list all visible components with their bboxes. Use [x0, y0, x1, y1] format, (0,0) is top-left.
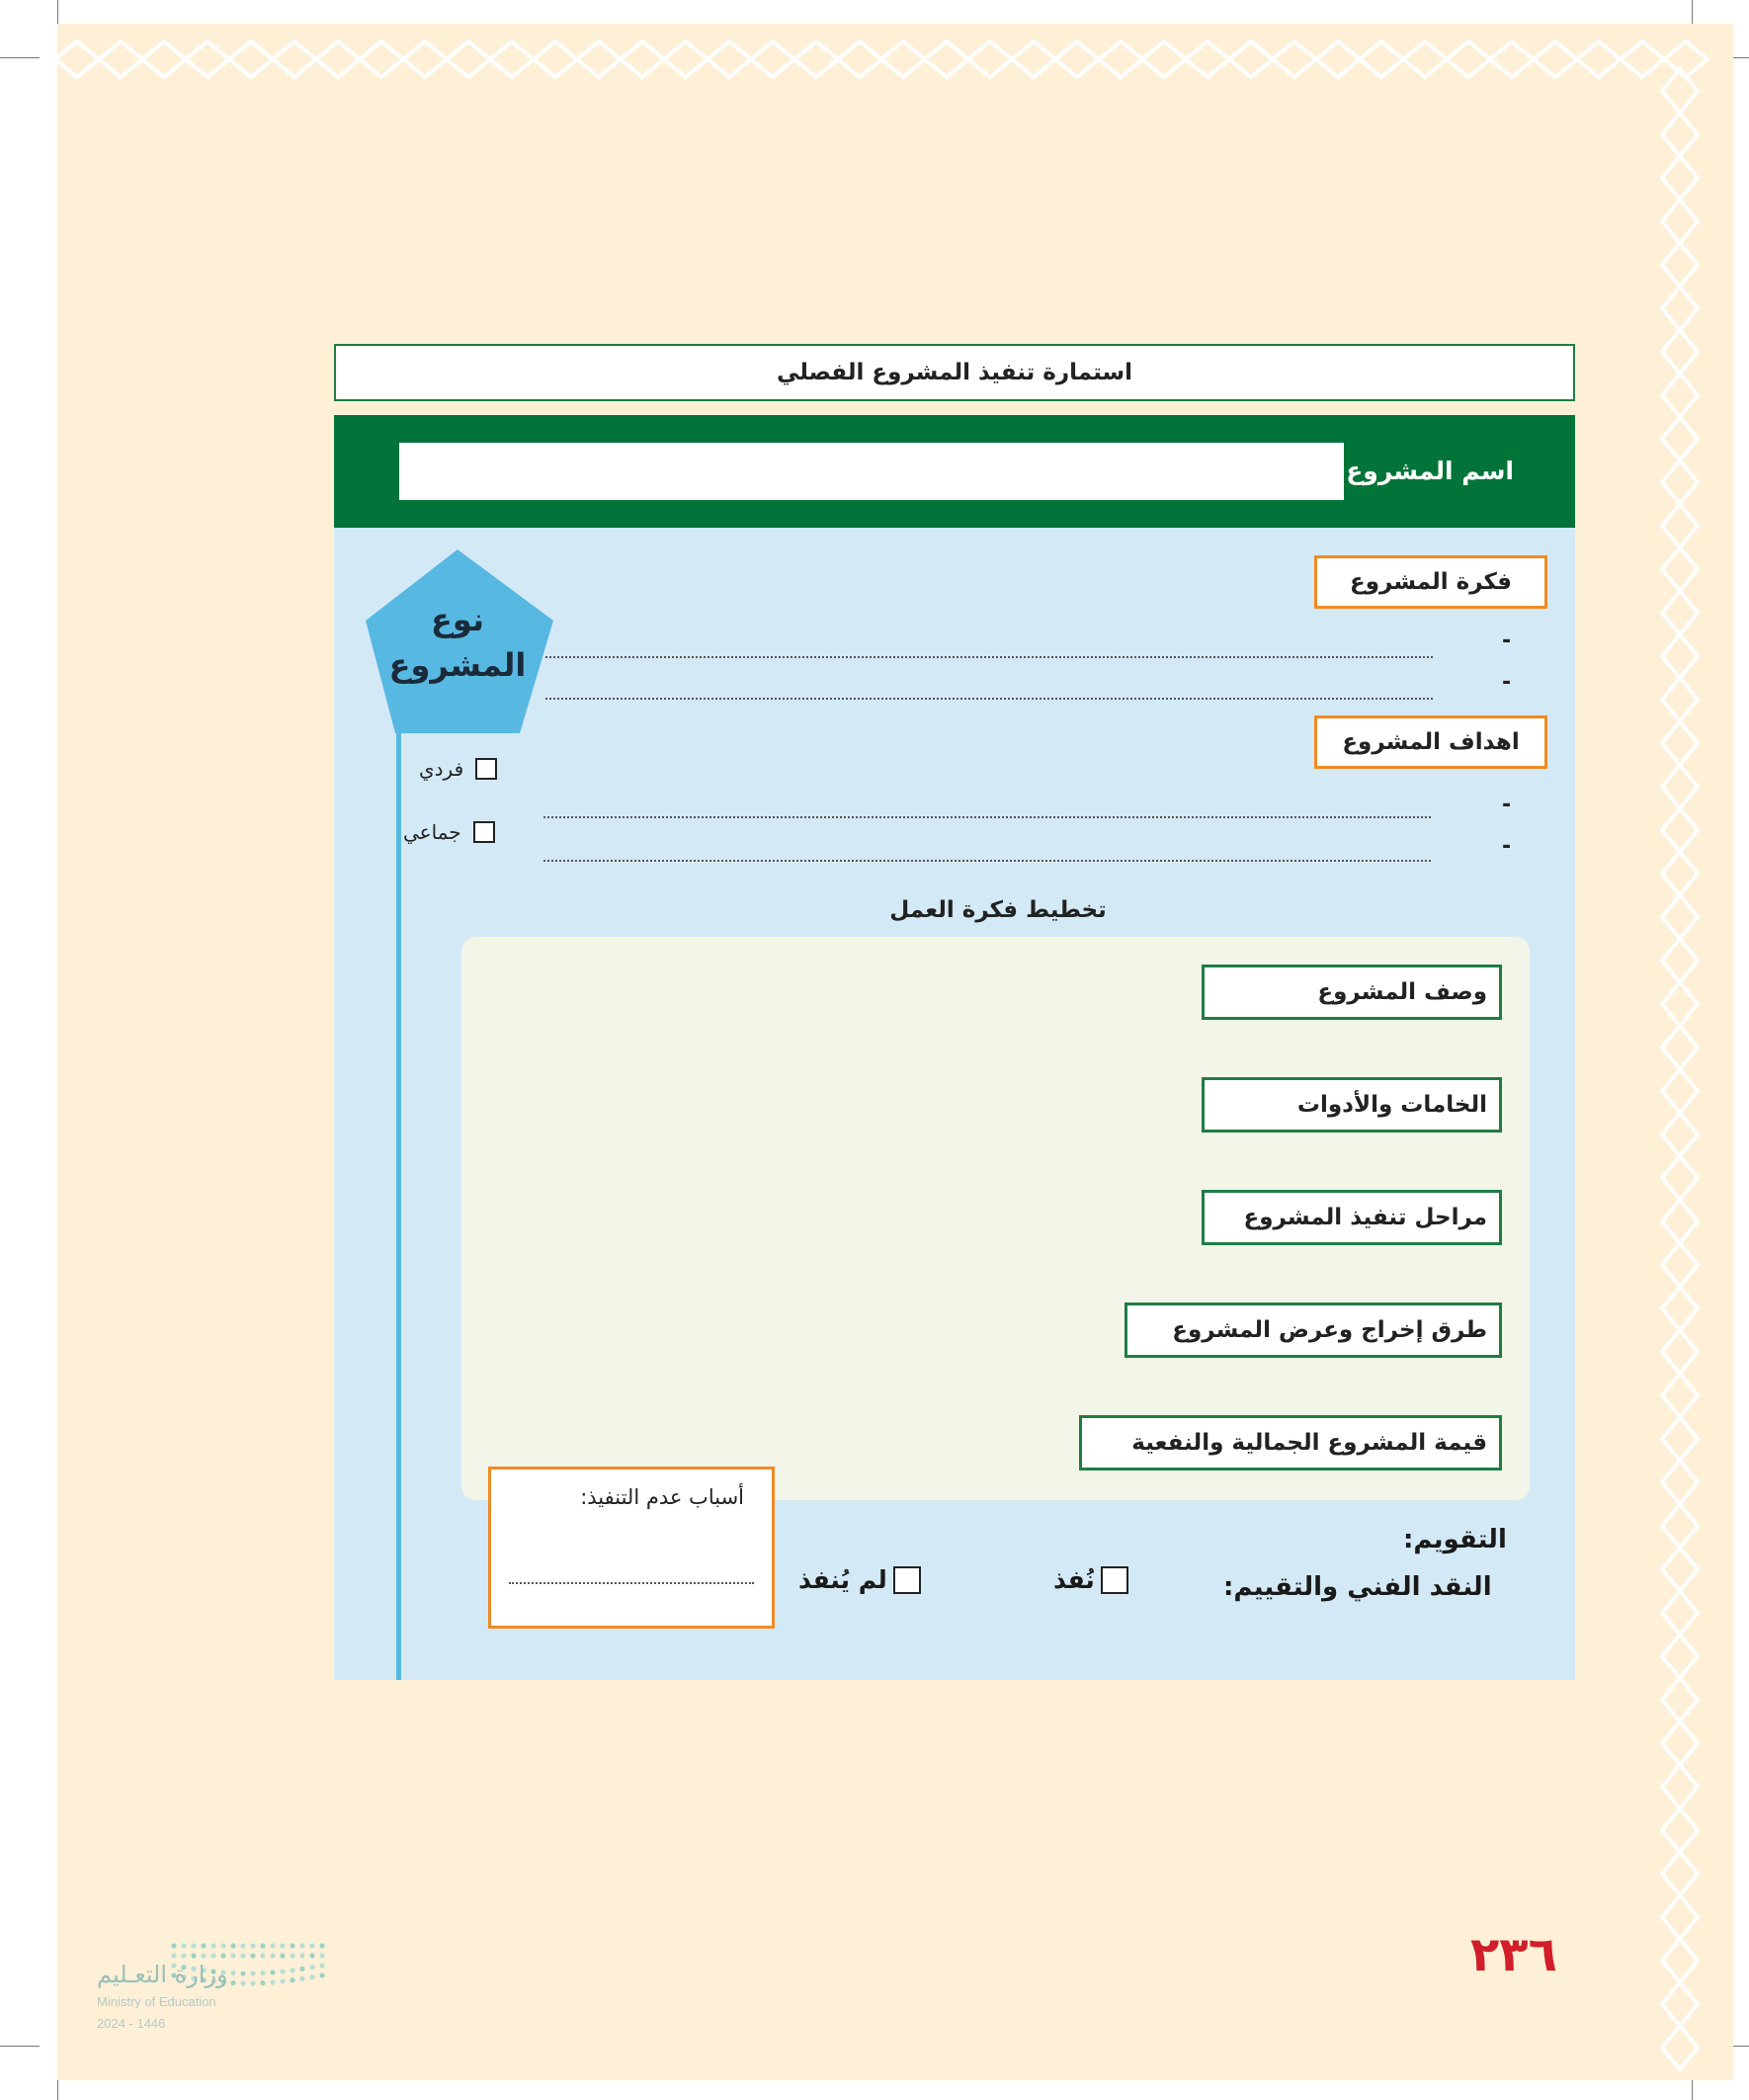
- border-diamond: [1662, 287, 1698, 330]
- border-diamond: [1662, 1722, 1698, 1765]
- border-diamond: [1662, 1939, 1698, 1982]
- bullet-dash: -: [1502, 793, 1512, 817]
- border-diamond: [1662, 765, 1698, 808]
- border-diamond: [838, 42, 881, 77]
- planning-item[interactable]: قيمة المشروع الجمالية والنفعية: [1079, 1415, 1502, 1470]
- border-diamond: [925, 42, 968, 77]
- border-diamond: [1662, 1374, 1698, 1417]
- project-name-input[interactable]: [399, 443, 1344, 500]
- logo-dot: [280, 1969, 285, 1974]
- logo-dot: [260, 1943, 265, 1948]
- logo-dot: [171, 1953, 176, 1958]
- border-diamond: [1662, 1200, 1698, 1243]
- ministry-name-en: Ministry of Education: [97, 1994, 216, 2009]
- border-diamond: [316, 42, 360, 77]
- reasons-line[interactable]: [509, 1582, 754, 1584]
- logo-dot: [240, 1971, 245, 1975]
- logo-dot: [240, 1943, 245, 1948]
- border-diamond: [1662, 982, 1698, 1026]
- vertical-divider: [396, 692, 401, 1680]
- executed-checkbox[interactable]: [1101, 1566, 1128, 1594]
- bullet-dash: -: [1502, 834, 1512, 859]
- logo-dot: [290, 1968, 294, 1973]
- border-diamond: [360, 42, 403, 77]
- not-executed-checkbox[interactable]: [893, 1566, 921, 1594]
- border-diamond: [1662, 634, 1698, 678]
- border-diamond: [1662, 1591, 1698, 1635]
- logo-dot: [230, 1971, 235, 1975]
- logo-dot: [290, 1953, 294, 1958]
- not-executed-option[interactable]: [798, 1565, 921, 1594]
- project-type-title: [377, 597, 538, 688]
- individual-label: فردي: [419, 757, 464, 781]
- border-diamond: [142, 42, 186, 77]
- border-diamond: [1662, 1243, 1698, 1287]
- border-diamond: [1662, 1504, 1698, 1548]
- border-diamond: [1662, 156, 1698, 200]
- logo-dot: [290, 1943, 294, 1948]
- border-diamond: [1662, 374, 1698, 417]
- logo-dot: [201, 1943, 206, 1948]
- project-type-title-line1: نوع: [431, 601, 484, 638]
- border-diamond: [708, 42, 751, 77]
- border-diamond: [1662, 1982, 1698, 2026]
- border-diamond: [1662, 591, 1698, 634]
- planning-item[interactable]: طرق إخراج وعرض المشروع: [1124, 1302, 1502, 1358]
- border-diamond: [1662, 69, 1698, 113]
- project-name-label: اسم المشروع: [1346, 457, 1514, 485]
- logo-dot: [309, 1953, 314, 1958]
- form-title: استمارة تنفيذ المشروع الفصلي: [334, 344, 1575, 401]
- border-diamond: [1662, 678, 1698, 721]
- border-diamond: [794, 42, 838, 77]
- logo-dot: [319, 1973, 324, 1977]
- border-diamond: [1273, 42, 1316, 77]
- border-diamond: [1360, 42, 1403, 77]
- logo-dot: [280, 1943, 285, 1948]
- border-diamond: [968, 42, 1012, 77]
- border-diamond: [881, 42, 925, 77]
- border-diamond: [490, 42, 534, 77]
- border-diamond: [1662, 1895, 1698, 1939]
- border-diamond: [664, 42, 708, 77]
- logo-dot: [280, 1978, 285, 1983]
- planning-heading: تخطيط فكرة العمل: [889, 897, 1107, 923]
- logo-dot: [309, 1974, 314, 1979]
- border-diamond: [1662, 895, 1698, 939]
- border-diamond: [1662, 1635, 1698, 1678]
- border-diamond: [1662, 808, 1698, 852]
- logo-dot: [240, 1980, 245, 1985]
- logo-dot: [250, 1943, 255, 1948]
- logo-dot: [181, 1953, 186, 1958]
- border-diamond: [1662, 1287, 1698, 1330]
- border-diamond: [1662, 243, 1698, 287]
- border-diamond: [1662, 1852, 1698, 1895]
- group-checkbox[interactable]: [473, 821, 495, 843]
- border-diamond: [1142, 42, 1186, 77]
- logo-dot: [260, 1971, 265, 1975]
- planning-item[interactable]: وصف المشروع: [1202, 965, 1502, 1020]
- logo-dot: [181, 1943, 186, 1948]
- logo-dot: [299, 1967, 304, 1972]
- border-diamond: [186, 42, 229, 77]
- border-diamond: [55, 42, 99, 77]
- border-diamond: [1316, 42, 1360, 77]
- logo-dot: [270, 1970, 275, 1974]
- reasons-box[interactable]: [488, 1467, 775, 1629]
- border-diamond: [1662, 1330, 1698, 1374]
- group-label: جماعي: [403, 820, 461, 844]
- idea-line-2[interactable]: [545, 698, 1433, 700]
- individual-checkbox[interactable]: [475, 758, 497, 780]
- logo-dot: [220, 1953, 225, 1958]
- border-diamond: [99, 42, 142, 77]
- border-diamond: [1055, 42, 1099, 77]
- border-diamond: [1662, 1808, 1698, 1852]
- planning-item[interactable]: الخامات والأدوات: [1202, 1077, 1502, 1133]
- executed-label: نُفذ: [1053, 1565, 1095, 1594]
- logo-dot: [290, 1977, 294, 1982]
- logo-dot: [270, 1943, 275, 1948]
- logo-dot: [171, 1943, 176, 1948]
- critique-label: النقد الفني والتقييم:: [1223, 1572, 1492, 1602]
- border-diamond: [1099, 42, 1142, 77]
- border-diamond: [1662, 2026, 1698, 2069]
- logo-dot: [299, 1976, 304, 1981]
- logo-dot: [220, 1943, 225, 1948]
- logo-dot: [201, 1953, 206, 1958]
- logo-dot: [191, 1943, 196, 1948]
- goals-line-2[interactable]: [543, 860, 1431, 862]
- logo-dot: [240, 1953, 245, 1958]
- border-diamond: [1662, 1113, 1698, 1156]
- logo-dot: [280, 1953, 285, 1958]
- group-option[interactable]: [403, 820, 495, 844]
- border-diamond: [1534, 42, 1577, 77]
- logo-dot: [191, 1953, 196, 1958]
- border-diamond: [1662, 1461, 1698, 1504]
- project-type-title-line2: المشروع: [388, 646, 527, 684]
- border-diamond: [1662, 1765, 1698, 1808]
- border-diamond: [1662, 721, 1698, 765]
- logo-dot: [230, 1943, 235, 1948]
- page-number: ٢٣٦: [1470, 1927, 1557, 1982]
- border-diamond: [403, 42, 447, 77]
- logo-dot: [299, 1943, 304, 1948]
- logo-dot: [210, 1943, 215, 1948]
- border-diamond: [1662, 1678, 1698, 1722]
- logo-dot: [250, 1971, 255, 1975]
- border-diamond: [1012, 42, 1055, 77]
- logo-dot: [319, 1953, 324, 1958]
- border-diamond: [1577, 42, 1621, 77]
- border-diamond: [1662, 547, 1698, 591]
- project-idea-label: فكرة المشروع: [1314, 555, 1547, 609]
- not-executed-label: لم يُنفذ: [798, 1565, 887, 1594]
- border-diamond: [1662, 939, 1698, 982]
- border-diamond: [1662, 1548, 1698, 1591]
- bullet-dash: -: [1502, 629, 1512, 653]
- goals-line-1[interactable]: [543, 816, 1431, 818]
- logo-dot: [230, 1980, 235, 1985]
- border-diamond: [1662, 504, 1698, 547]
- border-diamond: [1447, 42, 1490, 77]
- logo-dot: [260, 1980, 265, 1985]
- border-diamond: [621, 42, 664, 77]
- border-diamond: [1662, 200, 1698, 243]
- border-diamond: [1229, 42, 1273, 77]
- ministry-name-ar: وزارة التعـليم: [97, 1961, 228, 1988]
- evaluation-label: التقويم:: [1403, 1525, 1507, 1554]
- border-diamond: [1490, 42, 1534, 77]
- border-diamond: [447, 42, 490, 77]
- logo-dot: [250, 1980, 255, 1985]
- border-diamond: [1186, 42, 1229, 77]
- border-diamond: [1662, 417, 1698, 461]
- border-diamond: [1662, 852, 1698, 895]
- logo-dot: [319, 1943, 324, 1948]
- border-diamond: [1403, 42, 1447, 77]
- border-diamond: [1662, 1026, 1698, 1069]
- logo-dot: [319, 1963, 324, 1968]
- logo-dot: [309, 1965, 314, 1970]
- border-diamond: [534, 42, 577, 77]
- border-diamond: [1662, 1156, 1698, 1200]
- project-goals-label: اهداف المشروع: [1314, 715, 1547, 769]
- logo-dot: [270, 1979, 275, 1984]
- border-diamond: [1662, 461, 1698, 504]
- border-diamond: [1662, 1069, 1698, 1113]
- border-diamond: [1662, 1417, 1698, 1461]
- logo-dot: [260, 1953, 265, 1958]
- border-diamond: [751, 42, 794, 77]
- idea-line-1[interactable]: [545, 656, 1433, 658]
- logo-dot: [210, 1953, 215, 1958]
- bullet-dash: -: [1502, 670, 1512, 695]
- logo-dot: [230, 1953, 235, 1958]
- planning-item[interactable]: مراحل تنفيذ المشروع: [1202, 1190, 1502, 1245]
- logo-dot: [270, 1953, 275, 1958]
- border-diamond: [1664, 42, 1707, 77]
- edition-year: 2024 - 1446: [97, 2016, 166, 2031]
- border-diamond: [577, 42, 621, 77]
- executed-option[interactable]: [1053, 1565, 1128, 1594]
- border-diamond: [273, 42, 316, 77]
- border-diamond: [1662, 113, 1698, 156]
- border-diamond: [1662, 330, 1698, 374]
- project-name-bar: [334, 415, 1575, 528]
- individual-option[interactable]: [419, 757, 497, 781]
- logo-dot: [299, 1953, 304, 1958]
- logo-dot: [309, 1943, 314, 1948]
- border-diamond: [1621, 42, 1664, 77]
- border-diamond: [229, 42, 273, 77]
- logo-dot: [250, 1953, 255, 1958]
- reasons-label: أسباب عدم التنفيذ:: [580, 1485, 744, 1509]
